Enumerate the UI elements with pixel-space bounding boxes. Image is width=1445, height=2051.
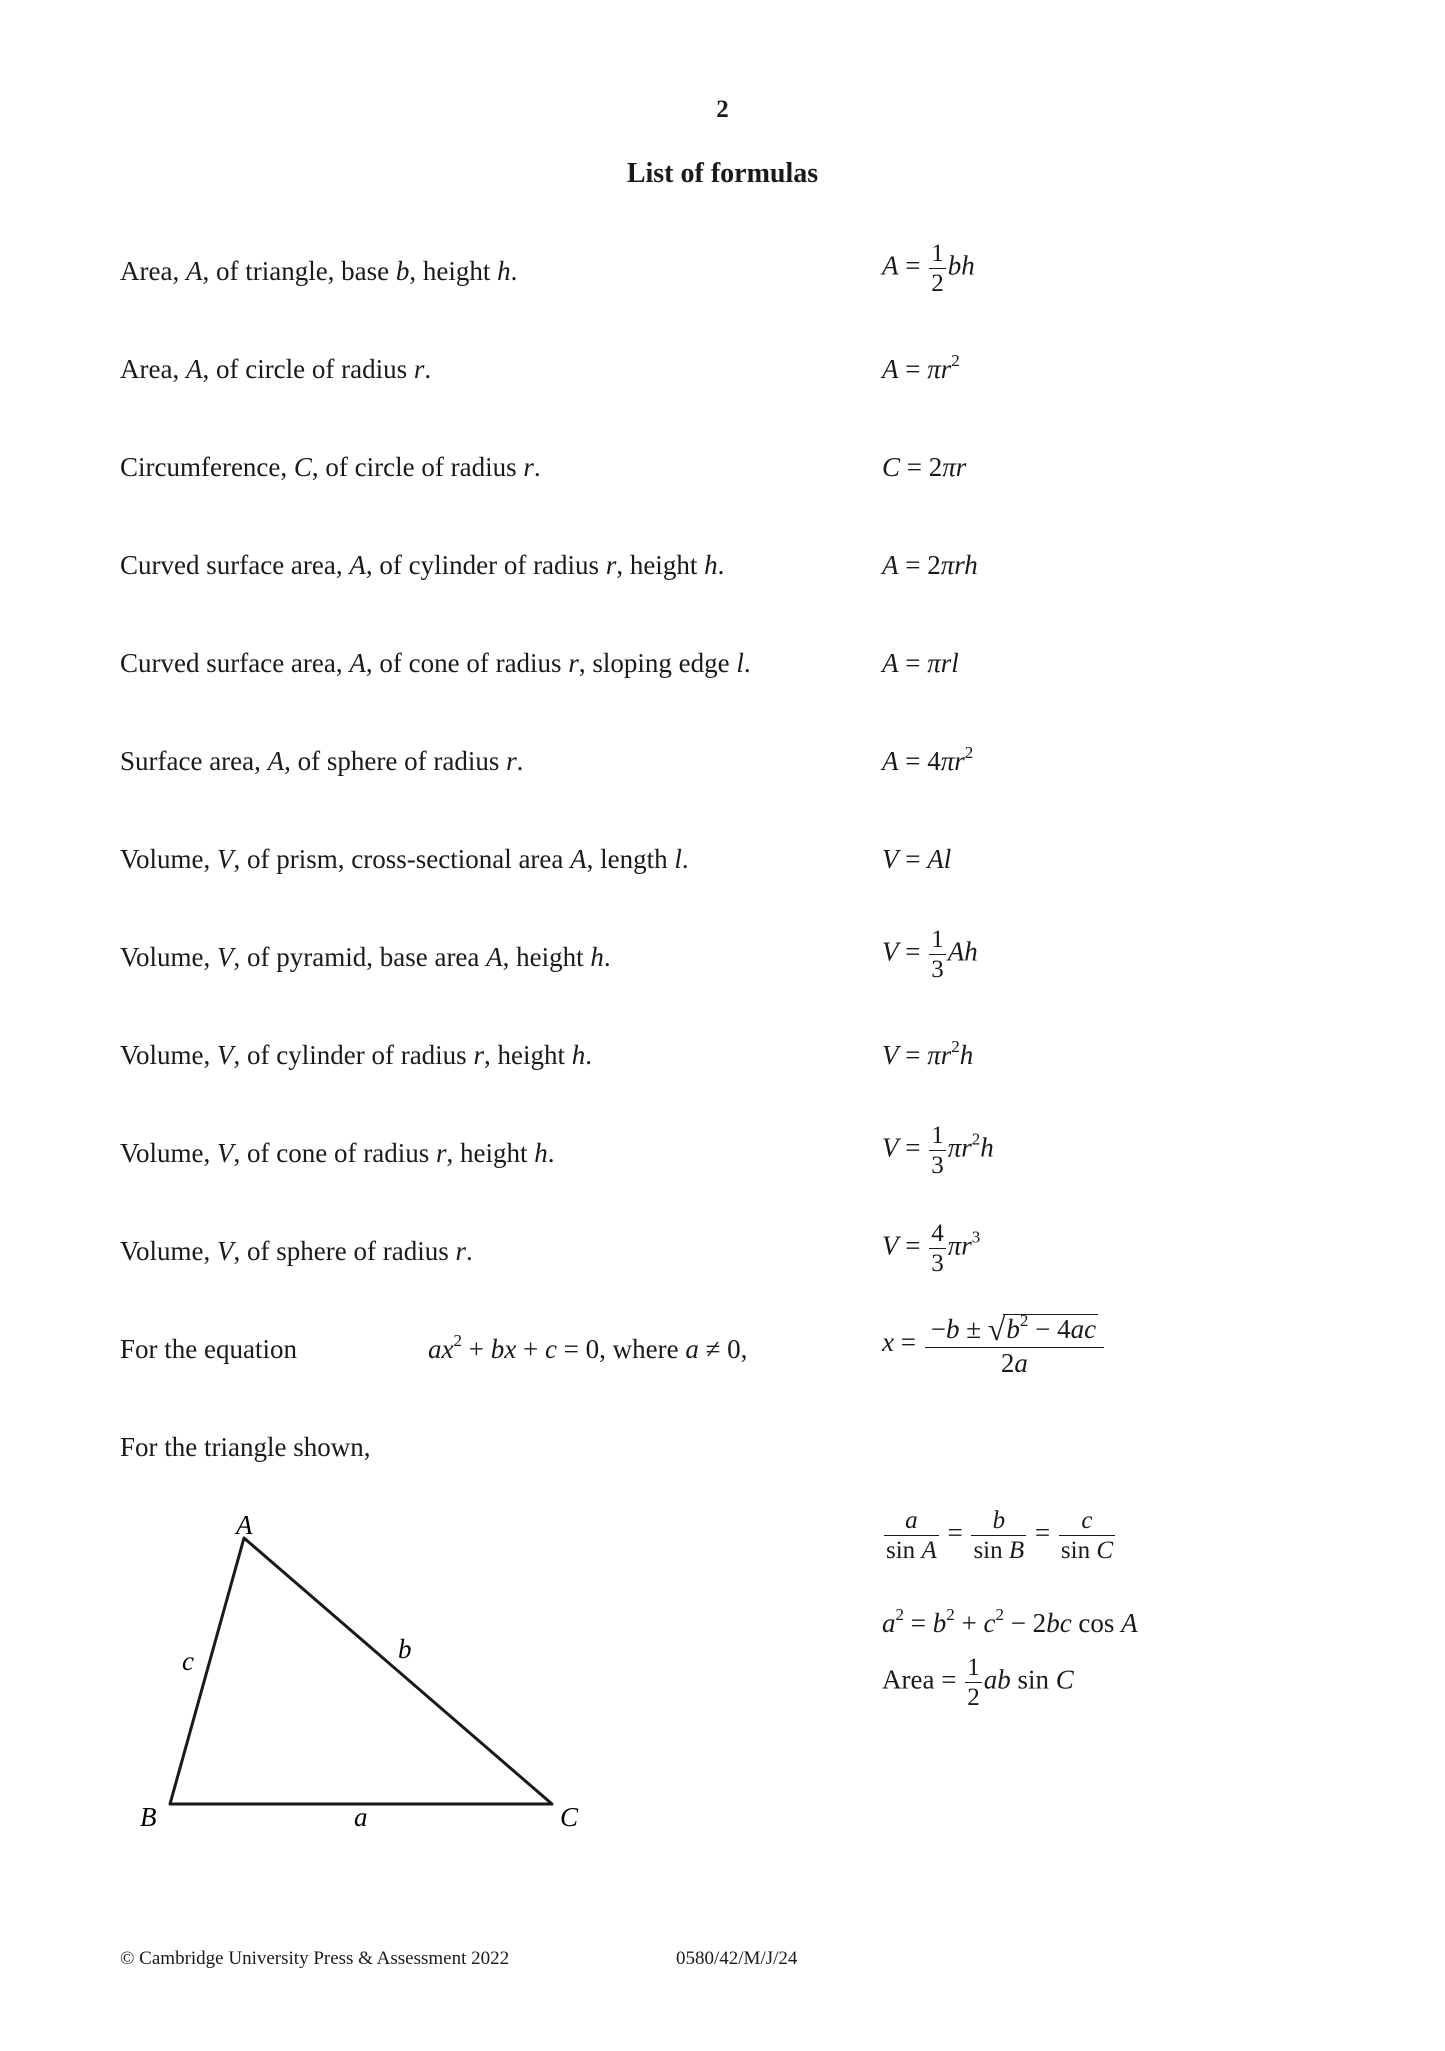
formula-cone-volume: V = $\frac{1}{3}$ $\pi r^2h$ [882, 1122, 994, 1179]
description-pyramid-volume: Volume, V, of pyramid, base area A, height h. [120, 942, 611, 972]
quadratic-label: For the equation [120, 1334, 297, 1364]
area-rule: Area = $\frac{1}{2}$ ab sin C [882, 1654, 1074, 1711]
quadratic-formula: x = $\frac{-b \pm √b^2 - 4ac}{2a}$ [882, 1313, 1106, 1377]
description-sphere-volume: Volume, V, of sphere of radius r. [120, 1236, 473, 1266]
formula-circumference: C = 2πr [882, 452, 967, 482]
description-circle-area: Area, A, of circle of radius r. [120, 354, 432, 384]
formula-cylinder-csa: A = 2πrh [882, 550, 978, 580]
sine-rule: $\frac{a}{\text{sin A}}$ = $\frac{b}{\text{sin B}}$ = $\frac{c}{\text{sin C}}$ [886, 1507, 1114, 1564]
triangle-diagram [120, 1500, 640, 1850]
triangle-intro: For the triangle shown, [120, 1432, 371, 1462]
formula-triangle-area: A = $\frac{1}{2}$ bh [882, 240, 975, 297]
description-cone-volume: Volume, V, of cone of radius r, height h. [120, 1138, 555, 1168]
page-title: List of formulas [626, 158, 819, 189]
formula-circle-area: $A = \pi r^2$ [882, 351, 960, 384]
formula-pyramid-volume: V = $\frac{1}{3}$ Ah [882, 926, 978, 983]
side-b-label: b [398, 1634, 412, 1664]
page-number: 2 [716, 96, 729, 123]
footer-copyright: © Cambridge University Press & Assessment 2022 [120, 1948, 510, 1969]
description-triangle-area: Area, A, of triangle, base b, height h. [120, 256, 518, 286]
description-circumference: Circumference, C, of circle of radius r. [120, 452, 541, 482]
side-c-label: c [182, 1646, 194, 1676]
triangle-shape [170, 1538, 552, 1804]
cosine-rule: $a^2 = b^2 + c^2 - 2bc$ cos A [882, 1605, 1138, 1638]
vertex-a-label: A [236, 1510, 253, 1540]
description-cone-csa: Curved surface area, A, of cone of radius r, sloping edge l. [120, 648, 751, 678]
footer-paper-code: 0580/42/M/J/24 [676, 1948, 798, 1969]
formula-cone-csa: A = πrl [882, 648, 959, 678]
vertex-b-label: B [140, 1802, 157, 1832]
description-cylinder-volume: Volume, V, of cylinder of radius r, height h. [120, 1040, 592, 1070]
side-a-label: a [354, 1802, 368, 1832]
formula-cylinder-volume: $V = \pi r^2h$ [882, 1037, 974, 1070]
quadratic-equation: $ax^2$ + bx + c = 0, where a ≠ 0, [428, 1331, 748, 1364]
description-cylinder-csa: Curved surface area, A, of cylinder of radius r, height h. [120, 550, 725, 580]
formula-sphere-volume: V = $\frac{4}{3}$ $\pi r^3$ [882, 1220, 981, 1277]
vertex-c-label: C [560, 1802, 579, 1832]
description-prism-volume: Volume, V, of prism, cross-sectional area A, length l. [120, 844, 689, 874]
formula-sphere-sa: $A = 4\pi r^2$ [882, 743, 974, 776]
formula-prism-volume: V = Al [882, 844, 952, 874]
description-sphere-sa: Surface area, A, of sphere of radius r. [120, 746, 524, 776]
